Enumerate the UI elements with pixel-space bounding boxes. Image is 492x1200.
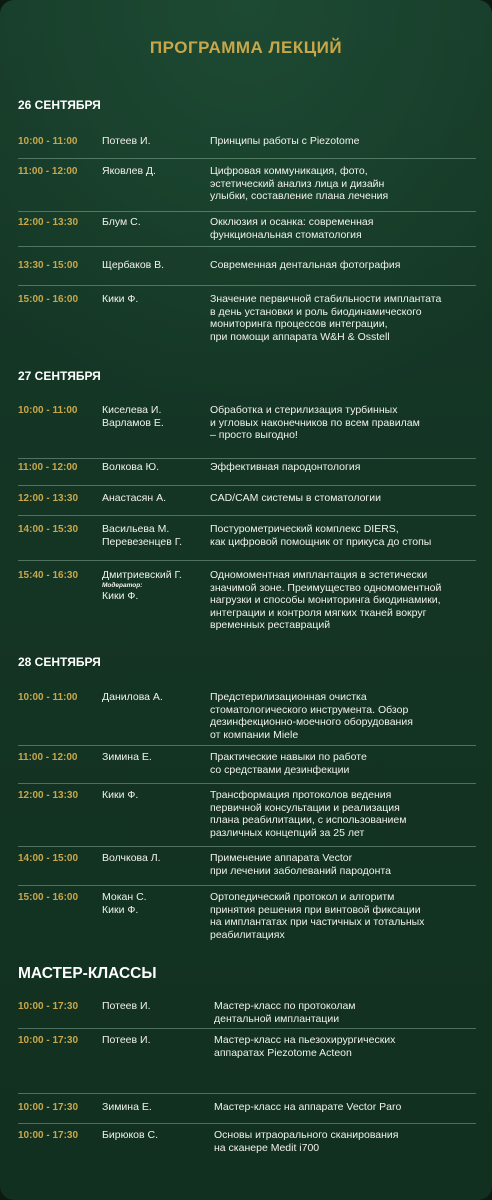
- session-topic: [210, 404, 476, 442]
- session-speakers: [102, 1000, 151, 1013]
- session-time: 12:00 - 13:30: [18, 217, 79, 228]
- speaker-name: Бирюков С.: [102, 1129, 159, 1141]
- session-time: 14:00 - 15:30: [18, 524, 79, 535]
- session-speakers: [102, 523, 182, 548]
- session-speakers: [102, 751, 152, 764]
- topic-line: первичной консультации и реализация: [210, 801, 400, 814]
- topic-line: различных концепций за 25 лет: [210, 826, 365, 839]
- topic-line: Основы итраорального сканирования: [214, 1129, 399, 1141]
- session-topic: [210, 852, 476, 877]
- speaker-name: Дмитриевский Г.: [102, 569, 182, 581]
- row-divider: [18, 515, 476, 516]
- topic-line: Цифровая коммуникация, фото,: [210, 165, 368, 177]
- day-heading: 27 СЕНТЯБРЯ: [18, 369, 101, 383]
- session-speakers: [102, 1034, 151, 1047]
- row-divider: [18, 246, 476, 247]
- session-topic: [214, 1034, 476, 1059]
- topic-line: Применение аппарата Vector: [210, 852, 353, 864]
- row-divider: [18, 158, 476, 159]
- topic-line: интеграции и контроля мягких тканей вокруг: [210, 606, 427, 619]
- session-topic: [210, 492, 476, 505]
- session-topic: [210, 216, 476, 241]
- topic-line: Мастер-класс на пьезохирургических: [214, 1034, 396, 1046]
- topic-line: как цифровой помощник от прикуса до стопы: [210, 535, 432, 548]
- row-divider: [18, 211, 476, 212]
- topic-line: CAD/CAM системы в стоматологии: [210, 492, 381, 504]
- speaker-name: Варламов Е.: [102, 416, 164, 429]
- topic-line: мониторинга процессов интеграции,: [210, 318, 388, 330]
- row-divider: [18, 745, 476, 746]
- moderator-label: Модератор:: [102, 581, 143, 589]
- topic-line: Принципы работы с Piezotome: [210, 135, 360, 147]
- row-divider: [18, 1093, 476, 1094]
- speaker-name: Яковлев Д.: [102, 165, 156, 177]
- session-topic: [210, 891, 476, 941]
- speaker-name: Зимина Е.: [102, 751, 152, 763]
- row-divider: [18, 485, 476, 486]
- topic-line: Одномоментная имплантация в эстетически: [210, 569, 428, 581]
- speaker-name: Анастасян А.: [102, 492, 166, 504]
- session-topic: [210, 259, 476, 272]
- topic-line: Мастер-класс на аппарате Vector Paro: [214, 1101, 402, 1113]
- row-divider: [18, 885, 476, 886]
- speaker-name: Васильева М.: [102, 523, 170, 535]
- topic-line: функциональная стоматология: [210, 228, 362, 241]
- session-time: 15:00 - 16:00: [18, 294, 79, 305]
- row-divider: [18, 560, 476, 561]
- row-divider: [18, 846, 476, 847]
- speaker-name: Потеев И.: [102, 1034, 151, 1046]
- topic-line: со средствами дезинфекции: [210, 763, 350, 776]
- topic-line: от компании Miele: [210, 728, 299, 741]
- session-speakers: [102, 569, 182, 602]
- session-speakers: [102, 1129, 158, 1142]
- session-topic: [210, 789, 476, 839]
- speaker-name: Волкова Ю.: [102, 461, 160, 473]
- topic-line: плана реабилитации, с использованием: [210, 814, 407, 826]
- topic-line: стоматологического инструмента. Обзор: [210, 703, 409, 716]
- session-topic: [214, 1129, 476, 1154]
- topic-line: при лечении заболеваний пародонта: [210, 864, 391, 877]
- topic-line: реабилитациях: [210, 928, 285, 941]
- speaker-name: Киселева И.: [102, 404, 162, 416]
- speaker-name: Кики Ф.: [102, 789, 139, 801]
- speaker-name: Кики Ф.: [102, 903, 139, 916]
- topic-line: Значение первичной стабильности имплантата: [210, 293, 442, 305]
- speaker-name: Перевезенцев Г.: [102, 535, 183, 548]
- session-time: 11:00 - 12:00: [18, 752, 78, 763]
- day-heading: 28 СЕНТЯБРЯ: [18, 655, 101, 669]
- topic-line: на имплантатах при частичных и тотальных: [210, 916, 425, 928]
- session-topic: [210, 293, 476, 343]
- session-topic: [210, 523, 476, 548]
- session-speakers: [102, 461, 159, 474]
- topic-line: нагрузки и способы мониторинга биодинамики,: [210, 594, 441, 606]
- session-time: 12:00 - 13:30: [18, 493, 79, 504]
- topic-line: в день установки и роль биодинамического: [210, 305, 422, 318]
- session-time: 11:00 - 12:00: [18, 166, 78, 177]
- session-time: 10:00 - 11:00: [18, 405, 78, 416]
- session-speakers: [102, 852, 161, 865]
- page-title: ПРОГРАММА ЛЕКЦИЙ: [149, 38, 343, 57]
- speaker-name: Волчкова Л.: [102, 852, 161, 864]
- session-topic: [210, 135, 476, 148]
- topic-line: Мастер-класс по протоколам: [214, 1000, 356, 1012]
- session-topic: [210, 165, 476, 203]
- topic-line: дезинфекционно-моечного оборудования: [210, 716, 413, 728]
- topic-line: Ортопедический протокол и алгоритм: [210, 891, 395, 903]
- moderator-name: Кики Ф.: [102, 589, 139, 602]
- topic-line: Трансформация протоколов ведения: [210, 789, 392, 801]
- topic-line: принятия решения при винтовой фиксации: [210, 903, 421, 916]
- speaker-name: Блум С.: [102, 216, 141, 228]
- session-time: 10:00 - 17:30: [18, 1130, 79, 1141]
- topic-line: Современная дентальная фотография: [210, 259, 401, 271]
- topic-line: – просто выгодно!: [210, 429, 298, 441]
- session-speakers: [102, 1101, 152, 1114]
- topic-line: и угловых наконечников по всем правилам: [210, 416, 420, 429]
- session-speakers: [102, 165, 156, 178]
- topic-line: улыбки, составление плана лечения: [210, 190, 389, 202]
- row-divider: [18, 458, 476, 459]
- topic-line: значимой зоне. Преимущество одномоментной: [210, 581, 442, 594]
- session-time: 14:00 - 15:00: [18, 853, 79, 864]
- session-time: 15:00 - 16:00: [18, 892, 79, 903]
- session-speakers: [102, 891, 147, 916]
- topic-line: Предстерилизационная очистка: [210, 691, 367, 703]
- topic-line: временных реставраций: [210, 619, 331, 631]
- speaker-name: Потеев И.: [102, 135, 151, 147]
- session-speakers: [102, 691, 163, 704]
- session-topic: [210, 691, 476, 741]
- topic-line: Постурометрический комплекс DIERS,: [210, 523, 399, 535]
- topic-line: Эффективная пародонтология: [210, 461, 361, 473]
- topic-line: Практические навыки по работе: [210, 751, 367, 763]
- speaker-name: Щербаков В.: [102, 259, 165, 271]
- session-time: 13:30 - 15:00: [18, 260, 79, 271]
- row-divider: [18, 1123, 476, 1124]
- speaker-name: Кики Ф.: [102, 293, 139, 305]
- topic-line: Окклюзия и осанка: современная: [210, 216, 374, 228]
- session-time: 10:00 - 11:00: [18, 136, 78, 147]
- session-speakers: [102, 135, 151, 148]
- row-divider: [18, 783, 476, 784]
- speaker-name: Данилова А.: [102, 691, 163, 703]
- session-topic: [210, 751, 476, 776]
- masterclasses-heading: МАСТЕР-КЛАССЫ: [18, 965, 157, 982]
- row-divider: [18, 285, 476, 286]
- session-speakers: [102, 789, 138, 802]
- topic-line: на сканере Medit i700: [214, 1141, 320, 1154]
- session-time: 12:00 - 13:30: [18, 790, 79, 801]
- session-speakers: [102, 404, 164, 429]
- topic-line: при помощи аппарата W&H & Osstell: [210, 330, 390, 343]
- session-speakers: [102, 216, 141, 229]
- session-speakers: [102, 293, 138, 306]
- session-time: 11:00 - 12:00: [18, 462, 78, 473]
- session-time: 10:00 - 17:30: [18, 1001, 79, 1012]
- session-speakers: [102, 492, 166, 505]
- topic-line: эстетический анализ лица и дизайн: [210, 177, 385, 190]
- session-speakers: [102, 259, 164, 272]
- day-heading: 26 СЕНТЯБРЯ: [18, 98, 101, 112]
- topic-line: аппаратах Piezotome Acteon: [214, 1046, 352, 1059]
- session-time: 10:00 - 11:00: [18, 692, 78, 703]
- session-time: 15:40 - 16:30: [18, 570, 79, 581]
- speaker-name: Мокан С.: [102, 891, 147, 903]
- session-time: 10:00 - 17:30: [18, 1102, 79, 1113]
- session-topic: [210, 569, 476, 632]
- session-topic: [214, 1000, 476, 1025]
- session-time: 10:00 - 17:30: [18, 1035, 79, 1046]
- session-topic: [214, 1101, 476, 1114]
- row-divider: [18, 1028, 476, 1029]
- session-topic: [210, 461, 476, 474]
- speaker-name: Потеев И.: [102, 1000, 151, 1012]
- topic-line: дентальной имплантации: [214, 1012, 340, 1025]
- topic-line: Обработка и стерилизация турбинных: [210, 404, 398, 416]
- speaker-name: Зимина Е.: [102, 1101, 152, 1113]
